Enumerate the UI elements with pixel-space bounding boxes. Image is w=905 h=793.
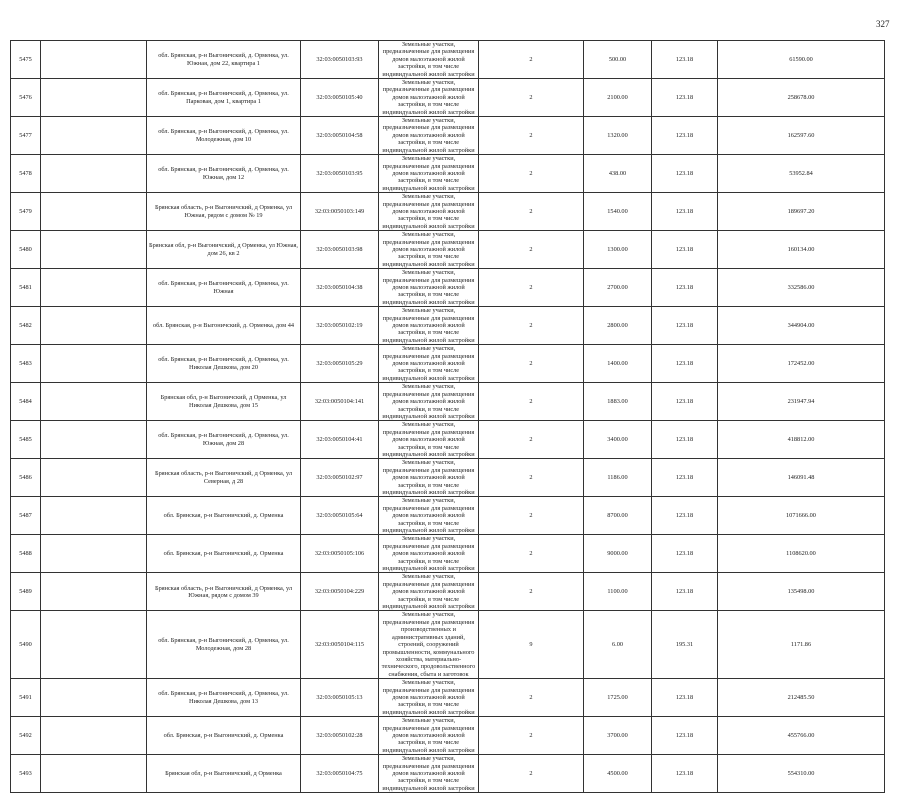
- land-use-cell: Земельные участки, предназначенные для размещения домов малоэтажной жилой застройки, в том числе индивидуальной жилой застройки: [379, 535, 479, 573]
- area-cell: 1320.00: [584, 117, 652, 155]
- cadastral-number-cell: 32:03:0050104:75: [301, 755, 379, 793]
- land-use-cell: Земельные участки, предназначенные для размещения домов малоэтажной жилой застройки, в том числе индивидуальной жилой застройки: [379, 497, 479, 535]
- address-cell: Брянская область, р-н Выгоничский, д Орменка, ул Южная, рядом с домом № 19: [147, 193, 301, 231]
- address-cell: обл. Брянская, р-н Выгоничский, д. Орменка: [147, 535, 301, 573]
- table-row: [11, 755, 885, 793]
- table-body: [11, 41, 885, 793]
- land-use-cell: Земельные участки, предназначенные для размещения домов малоэтажной жилой застройки, в том числе индивидуальной жилой застройки: [379, 459, 479, 497]
- rate-cell: 123.18: [652, 155, 718, 193]
- table-row: [11, 79, 885, 117]
- cadastral-value-cell: 61590.00: [718, 41, 885, 79]
- land-use-cell: Земельные участки, предназначенные для размещения домов малоэтажной жилой застройки, в том числе индивидуальной жилой застройки: [379, 383, 479, 421]
- group-cell: 2: [479, 79, 584, 117]
- blank-cell: [41, 497, 147, 535]
- blank-cell: [41, 383, 147, 421]
- rate-cell: 123.18: [652, 497, 718, 535]
- area-cell: 1725.00: [584, 679, 652, 717]
- cadastral-value-cell: 135498.00: [718, 573, 885, 611]
- address-cell: обл. Брянская, р-н Выгоничский, д. Орменка, ул. Молодежная, дом 28: [147, 611, 301, 679]
- rate-cell: 123.18: [652, 383, 718, 421]
- group-cell: 2: [479, 117, 584, 155]
- row-number: 5477: [11, 117, 41, 155]
- cadastral-value-cell: 231947.94: [718, 383, 885, 421]
- cadastral-value-cell: 332586.00: [718, 269, 885, 307]
- row-number: 5487: [11, 497, 41, 535]
- address-cell: Брянская обл, р-н Выгоничский, д Орменка: [147, 755, 301, 793]
- land-use-cell: Земельные участки, предназначенные для размещения домов малоэтажной жилой застройки, в том числе индивидуальной жилой застройки: [379, 345, 479, 383]
- group-cell: 2: [479, 231, 584, 269]
- row-number: 5478: [11, 155, 41, 193]
- land-use-cell: Земельные участки, предназначенные для размещения домов малоэтажной жилой застройки, в том числе индивидуальной жилой застройки: [379, 269, 479, 307]
- area-cell: 8700.00: [584, 497, 652, 535]
- cadastral-number-cell: 32:03:0050104:141: [301, 383, 379, 421]
- land-use-cell: Земельные участки, предназначенные для размещения домов малоэтажной жилой застройки, в том числе индивидуальной жилой застройки: [379, 573, 479, 611]
- rate-cell: 123.18: [652, 79, 718, 117]
- address-cell: обл. Брянская, р-н Выгоничский, д. Орменка, ул. Южная, дом 12: [147, 155, 301, 193]
- rate-cell: 123.18: [652, 41, 718, 79]
- cadastral-number-cell: 32:03:0050103:98: [301, 231, 379, 269]
- land-use-cell: Земельные участки, предназначенные для размещения домов малоэтажной жилой застройки, в том числе индивидуальной жилой застройки: [379, 755, 479, 793]
- blank-cell: [41, 459, 147, 497]
- address-cell: обл. Брянская, р-н Выгоничский, д. Орменка: [147, 717, 301, 755]
- blank-cell: [41, 41, 147, 79]
- blank-cell: [41, 611, 147, 679]
- blank-cell: [41, 79, 147, 117]
- land-use-cell: Земельные участки, предназначенные для размещения домов малоэтажной жилой застройки, в том числе индивидуальной жилой застройки: [379, 155, 479, 193]
- group-cell: 2: [479, 307, 584, 345]
- address-cell: Брянская обл, р-н Выгоничский, д Орменка, ул Южная, дом 26, кв 2: [147, 231, 301, 269]
- cadastral-value-cell: 172452.00: [718, 345, 885, 383]
- land-use-cell: Земельные участки, предназначенные для размещения производственных и административных зданий, строений, сооружений промышленности, коммунального хозяйства, материально-технического, продовольственного снабжения, сбыта и заготовок: [379, 611, 479, 679]
- row-number: 5479: [11, 193, 41, 231]
- land-use-cell: Земельные участки, предназначенные для размещения домов малоэтажной жилой застройки, в том числе индивидуальной жилой застройки: [379, 679, 479, 717]
- table-row: [11, 269, 885, 307]
- area-cell: 1186.00: [584, 459, 652, 497]
- address-cell: обл. Брянская, р-н Выгоничский, д. Орменка, ул. Южная: [147, 269, 301, 307]
- group-cell: 2: [479, 497, 584, 535]
- cadastral-number-cell: 32:03:0050105:29: [301, 345, 379, 383]
- area-cell: 2100.00: [584, 79, 652, 117]
- blank-cell: [41, 231, 147, 269]
- area-cell: 1300.00: [584, 231, 652, 269]
- table-row: [11, 117, 885, 155]
- area-cell: 1540.00: [584, 193, 652, 231]
- cadastral-number-cell: 32:03:0050105:13: [301, 679, 379, 717]
- table-row: [11, 383, 885, 421]
- row-number: 5480: [11, 231, 41, 269]
- row-number: 5488: [11, 535, 41, 573]
- address-cell: обл. Брянская, р-н Выгоничский, д. Орменка, ул. Николая Дешкова, дом 20: [147, 345, 301, 383]
- cadastral-number-cell: 32:03:0050105:106: [301, 535, 379, 573]
- table-row: [11, 611, 885, 679]
- blank-cell: [41, 421, 147, 459]
- table-row: [11, 535, 885, 573]
- cadastral-value-cell: 160134.00: [718, 231, 885, 269]
- table-row: [11, 41, 885, 79]
- group-cell: 2: [479, 573, 584, 611]
- cadastral-value-cell: 258678.00: [718, 79, 885, 117]
- row-number: 5491: [11, 679, 41, 717]
- cadastral-number-cell: 32:03:0050104:115: [301, 611, 379, 679]
- land-use-cell: Земельные участки, предназначенные для размещения домов малоэтажной жилой застройки, в том числе индивидуальной жилой застройки: [379, 79, 479, 117]
- table-row: [11, 497, 885, 535]
- rate-cell: 123.18: [652, 679, 718, 717]
- cadastral-number-cell: 32:03:0050103:93: [301, 41, 379, 79]
- cadastral-number-cell: 32:03:0050104:41: [301, 421, 379, 459]
- land-use-cell: Земельные участки, предназначенные для размещения домов малоэтажной жилой застройки, в том числе индивидуальной жилой застройки: [379, 421, 479, 459]
- group-cell: 2: [479, 421, 584, 459]
- group-cell: 2: [479, 269, 584, 307]
- row-number: 5489: [11, 573, 41, 611]
- area-cell: 2700.00: [584, 269, 652, 307]
- address-cell: обл. Брянская, р-н Выгоничский, д. Орменка, ул. Парковая, дом 1, квартира 1: [147, 79, 301, 117]
- group-cell: 9: [479, 611, 584, 679]
- cadastral-number-cell: 32:03:0050103:149: [301, 193, 379, 231]
- group-cell: 2: [479, 345, 584, 383]
- table-row: [11, 345, 885, 383]
- cadastral-value-cell: 146091.48: [718, 459, 885, 497]
- row-number: 5475: [11, 41, 41, 79]
- group-cell: 2: [479, 755, 584, 793]
- row-number: 5492: [11, 717, 41, 755]
- table-row: [11, 573, 885, 611]
- cadastral-value-table: [10, 40, 885, 793]
- address-cell: обл. Брянская, р-н Выгоничский, д. Орменка, ул. Николая Дешкова, дом 13: [147, 679, 301, 717]
- address-cell: Брянская обл, р-н Выгоничский, д Орменка, ул Николая Дешкова, дом 15: [147, 383, 301, 421]
- table-row: [11, 679, 885, 717]
- cadastral-value-cell: 1071666.00: [718, 497, 885, 535]
- rate-cell: 123.18: [652, 269, 718, 307]
- row-number: 5482: [11, 307, 41, 345]
- area-cell: 1400.00: [584, 345, 652, 383]
- area-cell: 1100.00: [584, 573, 652, 611]
- cadastral-number-cell: 32:03:0050102:19: [301, 307, 379, 345]
- cadastral-number-cell: 32:03:0050104:38: [301, 269, 379, 307]
- area-cell: 9000.00: [584, 535, 652, 573]
- blank-cell: [41, 193, 147, 231]
- rate-cell: 123.18: [652, 755, 718, 793]
- land-use-cell: Земельные участки, предназначенные для размещения домов малоэтажной жилой застройки, в том числе индивидуальной жилой застройки: [379, 307, 479, 345]
- area-cell: 3400.00: [584, 421, 652, 459]
- group-cell: 2: [479, 155, 584, 193]
- cadastral-value-cell: 1171.86: [718, 611, 885, 679]
- blank-cell: [41, 307, 147, 345]
- rate-cell: 123.18: [652, 573, 718, 611]
- blank-cell: [41, 717, 147, 755]
- rate-cell: 123.18: [652, 717, 718, 755]
- cadastral-number-cell: 32:03:0050103:95: [301, 155, 379, 193]
- land-use-cell: Земельные участки, предназначенные для размещения домов малоэтажной жилой застройки, в том числе индивидуальной жилой застройки: [379, 717, 479, 755]
- cadastral-value-cell: 189697.20: [718, 193, 885, 231]
- blank-cell: [41, 535, 147, 573]
- rate-cell: 123.18: [652, 345, 718, 383]
- group-cell: 2: [479, 535, 584, 573]
- rate-cell: 123.18: [652, 535, 718, 573]
- address-cell: обл. Брянская, р-н Выгоничский, д. Орменка, дом 44: [147, 307, 301, 345]
- table-row: [11, 421, 885, 459]
- row-number: 5485: [11, 421, 41, 459]
- row-number: 5490: [11, 611, 41, 679]
- cadastral-number-cell: 32:03:0050102:28: [301, 717, 379, 755]
- land-use-cell: Земельные участки, предназначенные для размещения домов малоэтажной жилой застройки, в том числе индивидуальной жилой застройки: [379, 231, 479, 269]
- rate-cell: 123.18: [652, 117, 718, 155]
- area-cell: 6.00: [584, 611, 652, 679]
- table-row: [11, 193, 885, 231]
- area-cell: 438.00: [584, 155, 652, 193]
- rate-cell: 123.18: [652, 307, 718, 345]
- area-cell: 1883.00: [584, 383, 652, 421]
- cadastral-value-cell: 53952.84: [718, 155, 885, 193]
- address-cell: обл. Брянская, р-н Выгоничский, д. Орменка, ул. Южная, дом 22, квартира 1: [147, 41, 301, 79]
- land-use-cell: Земельные участки, предназначенные для размещения домов малоэтажной жилой застройки, в том числе индивидуальной жилой застройки: [379, 117, 479, 155]
- cadastral-number-cell: 32:03:0050105:40: [301, 79, 379, 117]
- row-number: 5484: [11, 383, 41, 421]
- table-row: [11, 155, 885, 193]
- rate-cell: 123.18: [652, 421, 718, 459]
- group-cell: 2: [479, 717, 584, 755]
- address-cell: обл. Брянская, р-н Выгоничский, д. Орменка: [147, 497, 301, 535]
- group-cell: 2: [479, 41, 584, 79]
- area-cell: 2800.00: [584, 307, 652, 345]
- blank-cell: [41, 269, 147, 307]
- address-cell: обл. Брянская, р-н Выгоничский, д. Орменка, ул. Южная, дом 28: [147, 421, 301, 459]
- row-number: 5483: [11, 345, 41, 383]
- table-row: [11, 231, 885, 269]
- group-cell: 2: [479, 383, 584, 421]
- cadastral-number-cell: 32:03:0050105:64: [301, 497, 379, 535]
- cadastral-number-cell: 32:03:0050102:97: [301, 459, 379, 497]
- cadastral-value-cell: 162597.60: [718, 117, 885, 155]
- table-row: [11, 459, 885, 497]
- address-cell: обл. Брянская, р-н Выгоничский, д. Орменка, ул. Молодежная, дом 10: [147, 117, 301, 155]
- cadastral-number-cell: 32:03:0050104:58: [301, 117, 379, 155]
- table-row: [11, 717, 885, 755]
- cadastral-value-cell: 1108620.00: [718, 535, 885, 573]
- area-cell: 3700.00: [584, 717, 652, 755]
- blank-cell: [41, 755, 147, 793]
- land-use-cell: Земельные участки, предназначенные для размещения домов малоэтажной жилой застройки, в том числе индивидуальной жилой застройки: [379, 193, 479, 231]
- cadastral-value-cell: 212485.50: [718, 679, 885, 717]
- rate-cell: 123.18: [652, 231, 718, 269]
- rate-cell: 195.31: [652, 611, 718, 679]
- page-number: 327: [876, 19, 890, 29]
- blank-cell: [41, 573, 147, 611]
- cadastral-value-cell: 455766.00: [718, 717, 885, 755]
- area-cell: 500.00: [584, 41, 652, 79]
- area-cell: 4500.00: [584, 755, 652, 793]
- blank-cell: [41, 679, 147, 717]
- address-cell: Брянская область, р-н Выгоничский, д Орменка, ул Южная, рядом с домом 39: [147, 573, 301, 611]
- row-number: 5481: [11, 269, 41, 307]
- group-cell: 2: [479, 193, 584, 231]
- cadastral-value-cell: 344904.00: [718, 307, 885, 345]
- address-cell: Брянская область, р-н Выгоничский, д Орменка, ул Северная, д 28: [147, 459, 301, 497]
- group-cell: 2: [479, 459, 584, 497]
- cadastral-value-cell: 554310.00: [718, 755, 885, 793]
- group-cell: 2: [479, 679, 584, 717]
- cadastral-number-cell: 32:03:0050104:229: [301, 573, 379, 611]
- table-row: [11, 307, 885, 345]
- blank-cell: [41, 155, 147, 193]
- cadastral-value-cell: 418812.00: [718, 421, 885, 459]
- row-number: 5476: [11, 79, 41, 117]
- rate-cell: 123.18: [652, 193, 718, 231]
- blank-cell: [41, 345, 147, 383]
- row-number: 5486: [11, 459, 41, 497]
- rate-cell: 123.18: [652, 459, 718, 497]
- row-number: 5493: [11, 755, 41, 793]
- land-use-cell: Земельные участки, предназначенные для размещения домов малоэтажной жилой застройки, в том числе индивидуальной жилой застройки: [379, 41, 479, 79]
- blank-cell: [41, 117, 147, 155]
